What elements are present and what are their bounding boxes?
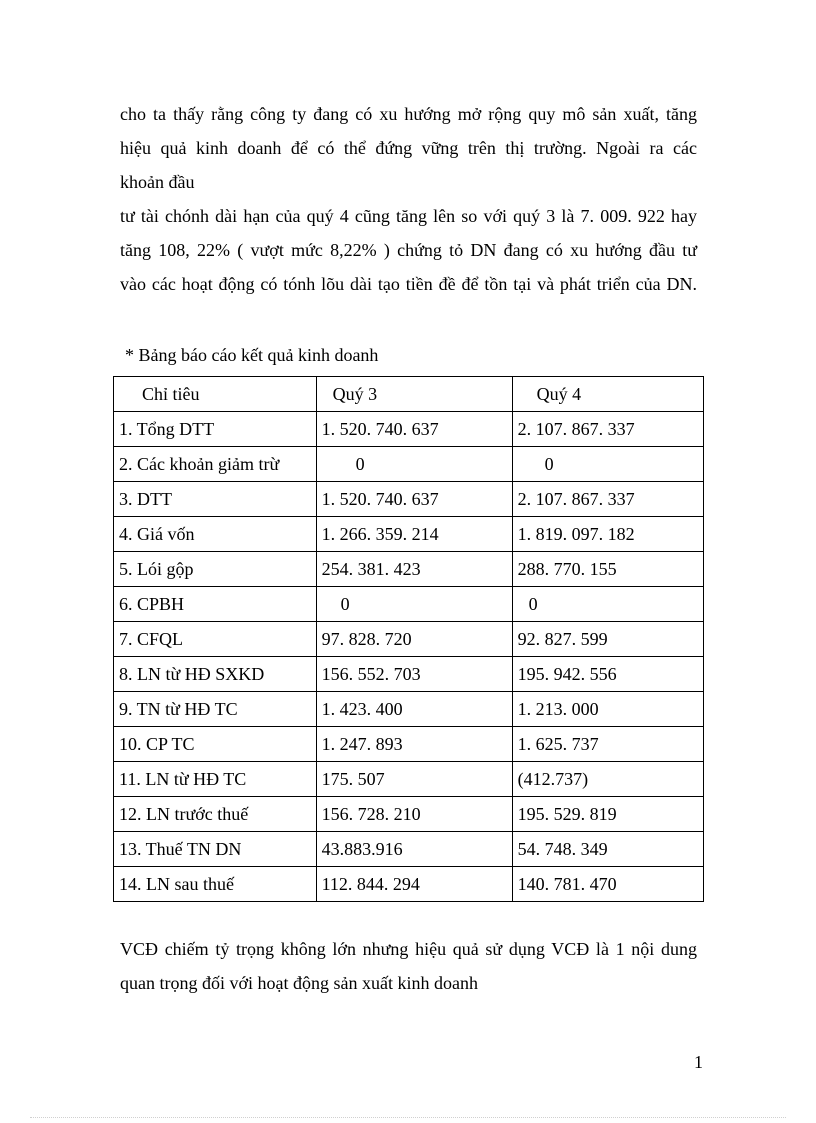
indicator-cell: 3. DTT [114,482,317,517]
q4-value-cell: 288. 770. 155 [512,552,703,587]
q4-value-cell: 140. 781. 470 [512,867,703,902]
paragraph-line: quan trọng đối với hoạt động sản xuất kinh doanh [120,973,478,993]
paragraph-line: tăng 108, 22% ( vượt mức 8,22% ) chứng tỏ DN đang có xu hướng đầu tư [120,240,697,260]
header-cell-indicator: Chỉ tiêu [114,377,317,412]
header-cell-q3: Quý 3 [316,377,512,412]
q4-value-cell: 92. 827. 599 [512,622,703,657]
table-row [114,412,704,447]
q4-value-cell: (412.737) [512,762,703,797]
table-row [114,762,704,797]
indicator-cell: 13. Thuế TN DN [114,832,317,867]
table-caption: * Bảng báo cáo kết quả kinh doanh [125,345,379,365]
indicator-cell: 6. CPBH [114,587,317,622]
table-row [114,482,704,517]
q4-value-cell: 0 [512,587,703,622]
paragraph-line: VCĐ chiếm tỷ trọng không lớn nhưng hiệu quả sử dụng VCĐ là 1 nội dung [120,939,697,959]
q3-value-cell: 1. 247. 893 [316,727,512,762]
indicator-cell: 11. LN từ HĐ TC [114,762,317,797]
table-row [114,622,704,657]
q4-value-cell: 1. 213. 000 [512,692,703,727]
table-row [114,867,704,902]
table-row [114,727,704,762]
indicator-cell: 8. LN từ HĐ SXKD [114,657,317,692]
q3-value-cell: 43.883.916 [316,832,512,867]
q3-value-cell: 1. 423. 400 [316,692,512,727]
q4-value-cell: 54. 748. 349 [512,832,703,867]
q4-value-cell: 195. 529. 819 [512,797,703,832]
q3-value-cell: 156. 552. 703 [316,657,512,692]
table-row [114,832,704,867]
q3-value-cell: 1. 520. 740. 637 [316,482,512,517]
indicator-cell: 5. Lói gộp [114,552,317,587]
table-row [114,692,704,727]
q3-value-cell: 156. 728. 210 [316,797,512,832]
q3-value-cell: 97. 828. 720 [316,622,512,657]
indicator-cell: 7. CFQL [114,622,317,657]
q4-value-cell: 1. 625. 737 [512,727,703,762]
q4-value-cell: 2. 107. 867. 337 [512,482,703,517]
indicator-cell: 10. CP TC [114,727,317,762]
page-bottom-divider [30,1117,786,1118]
q3-value-cell: 0 [316,587,512,622]
body-paragraph-bottom [120,932,697,1000]
paragraph-line: vào các hoạt động có tónh lõu dài tạo tiền đề để tồn tại và phát triển của DN. [120,274,697,294]
header-cell-q4: Quý 4 [512,377,703,412]
q4-value-cell: 195. 942. 556 [512,657,703,692]
paragraph-line: khoản đầu [120,172,195,192]
indicator-cell: 4. Giá vốn [114,517,317,552]
q3-value-cell: 112. 844. 294 [316,867,512,902]
q4-value-cell: 1. 819. 097. 182 [512,517,703,552]
business-results-table [113,376,704,902]
indicator-cell: 9. TN từ HĐ TC [114,692,317,727]
table-row [114,797,704,832]
table-header-row [114,377,704,412]
table-row [114,552,704,587]
indicator-cell: 2. Các khoản giảm trừ [114,447,317,482]
paragraph-line: tư tài chónh dài hạn của quý 4 cũng tăng lên so với quý 3 là 7. 009. 922 hay [120,206,697,226]
table-row [114,517,704,552]
table-row [114,447,704,482]
indicator-cell: 1. Tổng DTT [114,412,317,447]
page-number: 1 [694,1052,703,1072]
paragraph-line: cho ta thấy rằng công ty đang có xu hướng mở rộng quy mô sản xuất, tăng [120,104,697,124]
indicator-cell: 14. LN sau thuế [114,867,317,902]
q3-value-cell: 175. 507 [316,762,512,797]
q3-value-cell: 0 [316,447,512,482]
indicator-cell: 12. LN trước thuế [114,797,317,832]
q4-value-cell: 2. 107. 867. 337 [512,412,703,447]
q3-value-cell: 1. 266. 359. 214 [316,517,512,552]
q3-value-cell: 1. 520. 740. 637 [316,412,512,447]
body-paragraph-top [120,97,697,301]
paragraph-line: hiệu quả kinh doanh để có thể đứng vững trên thị trường. Ngoài ra các [120,138,697,158]
table-row [114,657,704,692]
table-row [114,587,704,622]
q4-value-cell: 0 [512,447,703,482]
q3-value-cell: 254. 381. 423 [316,552,512,587]
